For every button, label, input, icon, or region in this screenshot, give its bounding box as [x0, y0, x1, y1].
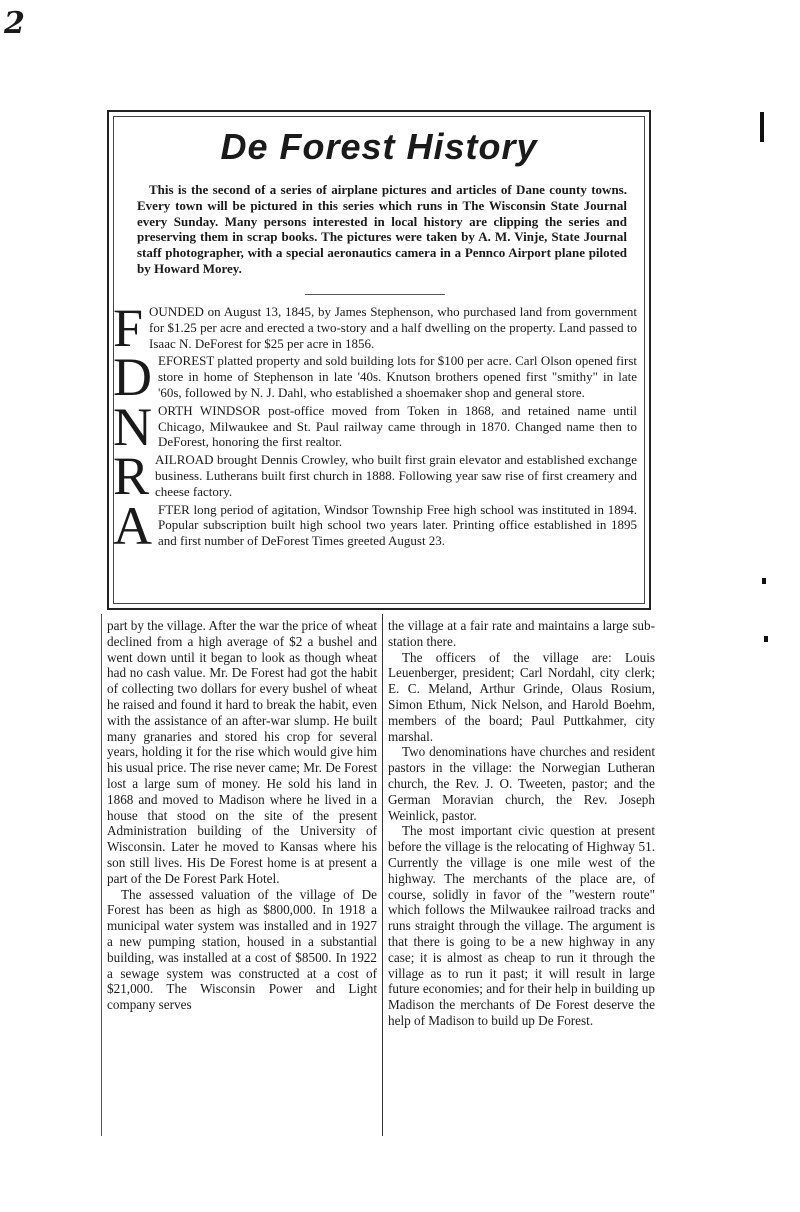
drop-cap: N [113, 396, 152, 457]
history-entries [113, 298, 637, 556]
body-column-left [107, 618, 377, 1136]
entry-text: OUNDED on August 13, 1845, by James Stephenson, who purchased land from government for $1.25 per acre and erected a two-story and a half dwelling on the property. Land passed to Isaac N. DeForest for $25 per acre in 1856. [149, 304, 637, 351]
drop-cap: F [113, 298, 144, 358]
margin-mark [760, 112, 764, 142]
entry-text: EFOREST platted property and sold building lots for $100 per acre. Carl Olson opened first store in home of Stephenson in late '40s. Knutson brothers opened first "smithy" in late '60s, followed by N. J. Dahl, who established a shoemaker shop and general store. [158, 353, 637, 400]
column-rule-middle [382, 614, 383, 1136]
drop-cap: R [113, 446, 150, 507]
column-rule-left [101, 614, 102, 1136]
entry-text: ORTH WINDSOR post-office moved from Token in 1868, and retained name until Chicago, Milwaukee and St. Paul railway came through in 1870. Changed name then to DeForest, honoring the first realtor. [158, 402, 637, 450]
body-paragraph: The most important civic question at present before the village is the relocating of Highway 51. Currently the village is one mile west of the highway. The merchants of the place are, of course, solidly in favor of the "western route" which follows the Milwaukee railroad tracks and runs straight through the village. The argument is that there is going to be a new highway in any case; it is almost as cheap to run it through the village as to run it past; it will result in large future economies; and for their help in building up Madison the merchants of De Forest deserve the help of Madison to build up De Forest. [388, 823, 655, 1028]
history-entry [113, 347, 637, 408]
body-paragraph: The assessed valuation of the village of De Forest has been as high as $800,000. In 1918 a municipal water system was installed and in 1927 a new pumping station, housed in a substantial building, was installed at a cost of $8500. In 1922 a sewage system was constructed at a cost of $21,000. The Wisconsin Power and Light company serves [107, 886, 377, 1013]
entry-text: FTER long period of agitation, Windsor Township Free high school was instituted in 1894. Popular subscription built high school two years later. Printing office established in 1895 and first number of DeForest Times greeted August 23. [158, 501, 637, 549]
page-number: 2 [4, 6, 25, 41]
intro-paragraph [137, 182, 627, 277]
drop-cap: D [113, 347, 152, 408]
history-entry [113, 446, 637, 507]
body-paragraph: the village at a fair rate and maintains a large sub-station there. [388, 618, 655, 649]
history-entry [113, 396, 637, 457]
body-paragraph: The officers of the village are: Louis Leuenberger, president; Carl Nordahl, city clerk; E. C. Meland, Arthur Grinde, Olaus Rosium, Simon Ethum, Nick Nelson, and Harold Boehm, members of the board; Paul Puttkahmer, city marshal. [388, 649, 655, 744]
history-entry [113, 298, 637, 358]
separator-rule [305, 294, 445, 295]
entry-text: AILROAD brought Dennis Crowley, who built first grain elevator and established exchange business. Lutherans built first church in 1888. Following year saw rise of first creamery and cheese factory. [155, 452, 637, 499]
margin-mark [762, 578, 766, 584]
intro-text: This is the second of a series of airplane pictures and articles of Dane county towns. Every town will be pictured in this series which runs in The Wisconsin State Journal every Sunday. Many persons interested in local history are clipping the series and preserving them in scrap books. The pictures were taken by A. M. Vinje, State Journal staff photographer, with a special aeronautics camera in a Pennco Airport plane piloted by Howard Morey. [137, 182, 627, 276]
body-paragraph: part by the village. After the war the price of wheat declined from a high average of $2 a bushel and went down until it began to look as though wheat had no cash value. Mr. De Forest had got the habit of collecting two dollars for every bushel of wheat he raised and found it hard to break the habit, even with the assistance of an after-war slump. He built many granaries and stored his crop for several years, holding it for the rise which would give him his usual price. The rise never came; Mr. De Forest lost a large sum of money. He sold his land in 1868 and moved to Madison where he lived in a house that stood on the site of the present Administration building of the University of Wisconsin. Later he moved to Kansas where his son still lives. His De Forest home is at present a part of the De Forest Park Hotel. [107, 618, 377, 886]
body-column-right [388, 618, 655, 1136]
history-entry [113, 495, 637, 556]
drop-cap: A [113, 495, 152, 556]
article-header-box [107, 110, 651, 610]
article-title: De Forest History [220, 126, 538, 167]
body-paragraph: Two denominations have churches and resident pastors in the village: the Norwegian Lutheran church, the Rev. J. O. Tweeten, pastor; and the German Moravian church, the Rev. Joseph Weinlick, pastor. [388, 744, 655, 823]
margin-mark [764, 636, 768, 642]
